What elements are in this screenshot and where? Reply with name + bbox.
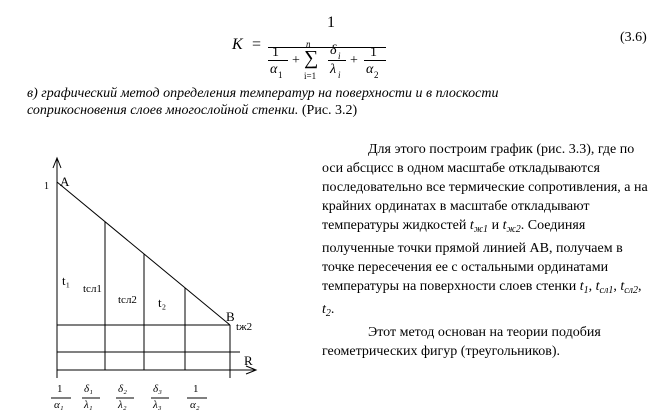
- resistance-5-num: 1: [193, 383, 199, 395]
- paragraph-2: [322, 323, 652, 361]
- den-alpha2: α: [366, 62, 374, 77]
- t-zh2-label: tж2: [236, 321, 253, 333]
- den-alpha1-sub: 1: [278, 70, 283, 80]
- equation-number: (3.6): [620, 30, 647, 45]
- lambda: λ: [330, 62, 337, 77]
- resistance-4-num: δ₃: [153, 383, 162, 395]
- p1-text-b: . Соединяя полученные точки прямой линией АВ, получаем в точке пересечения ее с остальными ординатами температуры на поверхности слоев стенки: [322, 218, 623, 294]
- surface-t1-sub: 1: [583, 285, 589, 296]
- tsl2-label: tсл2: [118, 294, 137, 306]
- formula-denominator: [268, 39, 388, 87]
- p2-text: Этот метод основан на теории подобия геометрических фигур (треугольников).: [322, 325, 601, 359]
- section-heading: [27, 85, 587, 119]
- comma-2: ,: [613, 279, 621, 294]
- resistance-1-num: 1: [57, 383, 63, 395]
- den-alpha1: α: [270, 62, 278, 77]
- lambda-sub: i: [338, 70, 341, 80]
- comma-1: ,: [588, 279, 596, 294]
- sum-symbol: ∑: [304, 47, 319, 69]
- formula-equals: =: [252, 36, 262, 53]
- heading-text: в) графический метод определения температур на поверхности и в плоскости соприкосновения слоев многослойной стенки.: [27, 86, 499, 118]
- formula-numerator: 1: [327, 14, 335, 31]
- surface-tsl2: t: [620, 279, 625, 294]
- temperature-diagram: [40, 152, 300, 414]
- den-one-a: 1: [272, 45, 279, 60]
- resistance-2-num: δ₁: [84, 383, 93, 395]
- sum-upper: n: [306, 39, 311, 49]
- resistance-5-den: α₂: [190, 399, 200, 411]
- surface-t2-sub: 2: [325, 308, 331, 319]
- point-b-label: B: [226, 309, 235, 324]
- tsl1-label: tсл1: [83, 283, 102, 295]
- axis-tick-label: 1: [44, 181, 49, 192]
- and-word: и: [488, 218, 503, 233]
- p1-text-a: Для этого построим график (рис. 3.3), где по оси абсцисс в одном масштабе откладываются последовательно все термические сопротивления, а на крайних ординатах в масштабе откладывают температуры жидкостей: [322, 142, 648, 233]
- den-one-b: 1: [370, 45, 377, 60]
- resistance-4-den: λ₃: [153, 399, 162, 411]
- den-alpha2-sub: 2: [374, 70, 379, 80]
- heading-figure-ref: (Рис. 3.2): [298, 103, 358, 118]
- heat-transfer-formula: [232, 14, 392, 86]
- surface-tsl2-sub: сл2: [624, 285, 639, 296]
- resistance-3-num: δ₂: [118, 383, 127, 395]
- surface-t1: t: [579, 279, 584, 294]
- resistance-2-den: λ₁: [84, 399, 93, 411]
- resistance-1-den: α₁: [54, 399, 64, 411]
- resistance-3-den: λ₂: [118, 399, 127, 411]
- delta-sub: i: [338, 51, 341, 61]
- delta: δ: [330, 43, 337, 58]
- surface-tsl1: t: [595, 279, 600, 294]
- den-plus1: +: [292, 53, 300, 68]
- t1-label: t₁: [62, 273, 71, 288]
- r-axis-label: R: [244, 353, 253, 368]
- surface-tsl1-sub: сл1: [599, 285, 614, 296]
- t-zh2-sub: ж2: [506, 224, 521, 235]
- sum-lower: i=1: [304, 71, 317, 81]
- t2-label: t₂: [158, 295, 167, 310]
- point-a-label: A: [60, 174, 70, 189]
- t-zh1-sub: ж1: [473, 224, 489, 235]
- paragraph-1: [322, 140, 652, 323]
- explanation-text: [322, 140, 652, 361]
- formula-lhs: K: [232, 36, 243, 53]
- diagram-svg: [40, 152, 300, 414]
- surface-t2: t: [322, 302, 326, 317]
- t-zh1: t: [469, 218, 474, 233]
- comma-3: ,: [638, 279, 642, 294]
- den-plus2: +: [350, 53, 358, 68]
- p1-end: .: [330, 302, 335, 317]
- t-zh2: t: [502, 218, 507, 233]
